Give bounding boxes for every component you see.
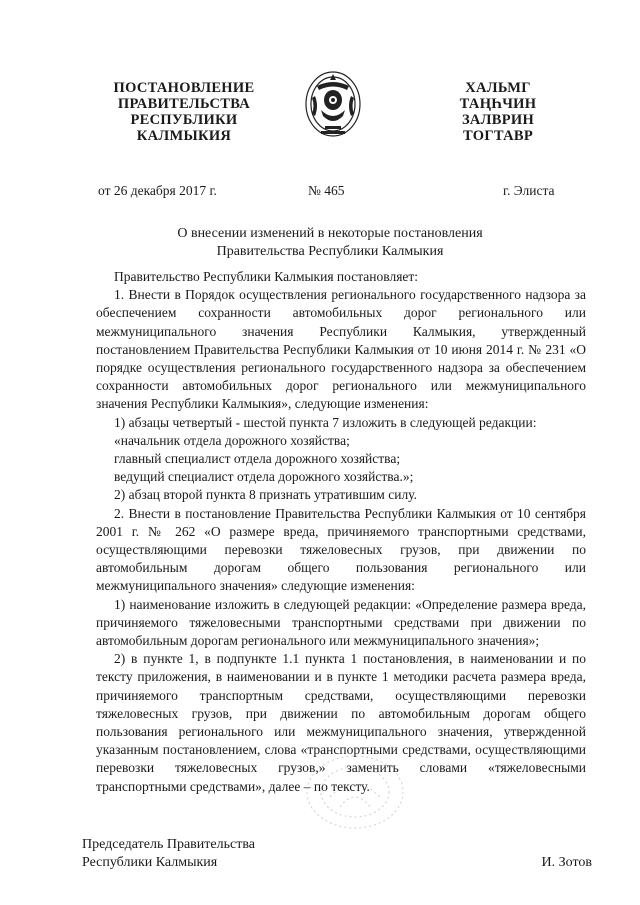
signature-block [82,836,592,872]
header-left-block [84,80,284,144]
body-paragraph-sub-3: 1) наименование изложить в следующей редакции: «Определение размера вреда, причиняемого тяжеловесными транспортными средствами при движении по автомобильным дорогам регионального или межмуниципального значения»; [96,596,586,649]
document-body [96,268,586,796]
header-right-line-3: ЗАЛВРИН [461,112,535,128]
header-right-line-1: ХАЛЬМГ [465,80,531,96]
header-left-line-3: РЕСПУБЛИКИ [130,112,238,128]
document-title [100,225,560,261]
document-number: № 465 [308,183,345,198]
title-line-2: Правительства Республики Калмыкия [216,244,444,259]
header-right-line-4: ТОГТАВР [462,128,534,144]
body-paragraph-quote-3: ведущий специалист отдела дорожного хозяйства.»; [114,469,414,485]
header-left-line-4: КАЛМЫКИЯ [136,128,232,144]
body-paragraph-intro: Правительство Республики Калмыкия постановляет: [114,269,419,284]
signer-position-line-1: Председатель Правительства [82,837,255,852]
body-paragraph-quote-2: главный специалист отдела дорожного хозяйства; [114,451,401,467]
document-city: г. Элиста [503,183,555,198]
header-left-line-2: ПРАВИТЕЛЬСТВА [117,96,251,112]
body-paragraph-sub-4: 2) в пункте 1, в подпункте 1.1 пункта 1 постановления, в наименовании и по тексту приложения, в наименовании и в пункте 1 методики расчета размера вреда, причиняемого транспортным средствами, осуществляющими перевозки тяжеловесных грузов, при движении по автомобильным дорогам общего пользования регионального или межмуниципального значения, утвержденной указанным постановлением, слова «транспортными средствами, осуществляющими перевозки тяжеловесных грузов,» заменить словами «тяжеловесными транспортными средствами», далее – по тексту. [96,651,586,794]
document-date: от 26 декабря 2017 г. [98,183,217,198]
header-left-line-1: ПОСТАНОВЛЕНИЕ [113,80,255,96]
body-paragraph-quote-1: «начальник отдела дорожного хозяйства; [114,432,350,448]
header-right-line-2: ТАҢҺЧИН [459,96,537,112]
header-right-block [438,80,558,144]
official-seal-stamp-icon [300,752,410,832]
signer-name: И. Зотов [541,855,592,870]
signer-position-line-2: Республики Калмыкия [82,855,218,870]
body-paragraph-sub-2: 2) абзац второй пункта 8 признать утратившим силу. [114,487,417,503]
body-paragraph-sub-1: 1) абзацы четвертый - шестой пункта 7 изложить в следующей редакции: [114,414,537,430]
body-paragraph-item-2: 2. Внести в постановление Правительства Республики Калмыкия от 10 сентября 2001 г. № 262 «О размере вреда, причиняемого транспортными средствами, осуществляющими перевозки тяжеловесных грузов, при движении по автомобильным дорогам общего пользования регионального или межмуниципального значения» следующие изменения: [96,505,586,594]
title-line-1: О внесении изменений в некоторые постановления [177,226,483,241]
kalmykia-coat-of-arms-icon [301,66,365,144]
body-paragraph-item-1: 1. Внести в Порядок осуществления регионального государственного надзора за обеспечением сохранности автомобильных дорог регионального или межмуниципального значения Республики Калмыкия, утвержденный постановлением Правительства Республики Калмыкия от 10 июня 2014 г. № 231 «О порядке осуществления регионального государственного надзора за обеспечением сохранности автомобильных дорог регионального или межмуниципального значения Республики Калмыкия», следующие изменения: [96,287,586,412]
